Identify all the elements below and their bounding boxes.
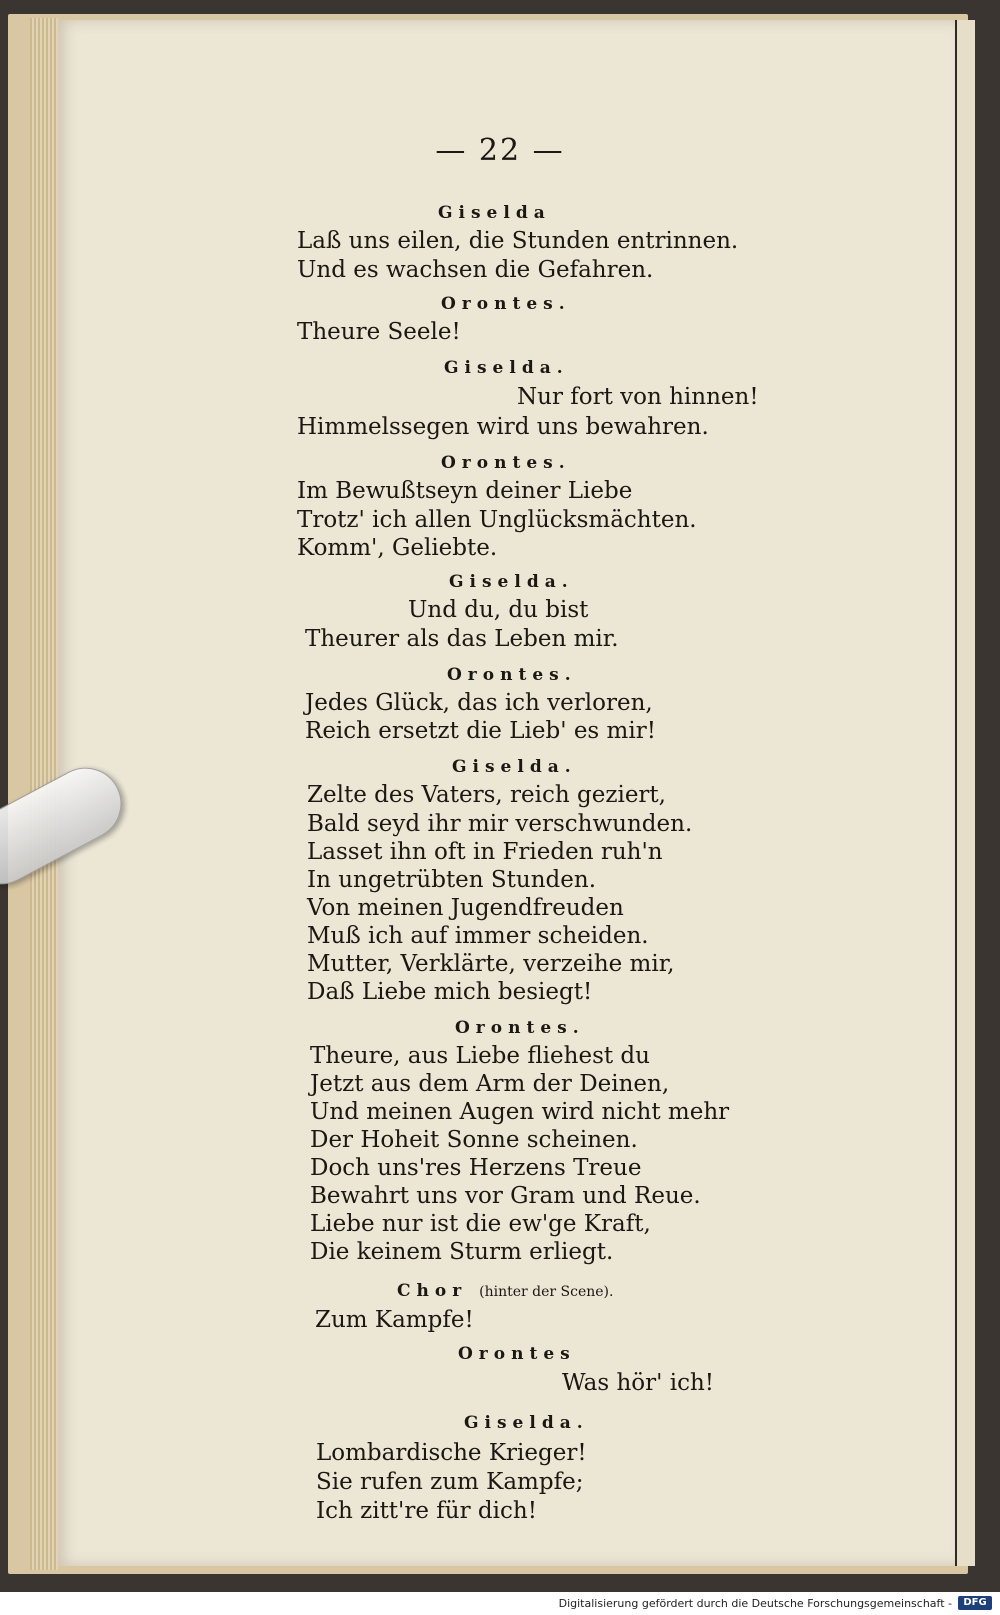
verse-line: Zum Kampfe! — [315, 1307, 474, 1333]
verse-line: Und es wachsen die Gefahren. — [297, 257, 654, 283]
speaker-name: Orontes — [458, 1344, 576, 1364]
stage-direction: (hinter der Scene). — [479, 1284, 614, 1300]
verse-line: Komm', Geliebte. — [297, 535, 498, 561]
funding-notice: Digitalisierung gefördert durch die Deutsche Forschungsgemeinschaft - — [558, 1597, 952, 1610]
verse-line: Reich ersetzt die Lieb' es mir! — [305, 718, 656, 744]
dfg-logo: DFG — [958, 1596, 992, 1610]
verse-line: Was hör' ich! — [562, 1370, 715, 1396]
verse-line: Daß Liebe mich besiegt! — [307, 979, 593, 1005]
speaker-name — [397, 1281, 613, 1301]
verse-line: Theure, aus Liebe fliehest du — [310, 1043, 650, 1069]
verse-line: Und du, du bist — [408, 597, 589, 623]
speaker-name: Orontes. — [455, 1018, 585, 1038]
speaker-name: Orontes. — [441, 294, 571, 314]
speaker-name: Giselda. — [464, 1413, 589, 1433]
verse-line: Lasset ihn oft in Frieden ruh'n — [307, 839, 663, 865]
verse-line: Im Bewußtseyn deiner Liebe — [297, 478, 633, 504]
verse-line: Lombardische Krieger! — [316, 1440, 587, 1466]
verse-line: Mutter, Verklärte, verzeihe mir, — [307, 951, 675, 977]
verse-line: Der Hoheit Sonne scheinen. — [310, 1127, 638, 1153]
verse-line: Muß ich auf immer scheiden. — [307, 923, 649, 949]
speaker-label: Chor — [397, 1281, 468, 1301]
speaker-name: Giselda. — [452, 757, 577, 777]
page-number: — 22 — — [435, 133, 565, 168]
verse-line: Trotz' ich allen Unglücksmächten. — [297, 507, 697, 533]
verse-line: Himmelssegen wird uns bewahren. — [297, 414, 709, 440]
verse-line: In ungetrübten Stunden. — [307, 867, 597, 893]
speaker-name: Orontes. — [441, 453, 571, 473]
verse-line: Bewahrt uns vor Gram und Reue. — [310, 1183, 701, 1209]
speaker-name: Orontes. — [447, 665, 577, 685]
verse-line: Laß uns eilen, die Stunden entrinnen. — [297, 228, 739, 254]
verse-line: Bald seyd ihr mir verschwunden. — [307, 811, 693, 837]
verse-line: Jetzt aus dem Arm der Deinen, — [310, 1071, 670, 1097]
verse-line: Theurer als das Leben mir. — [305, 626, 619, 652]
verse-line: Liebe nur ist die ew'ge Kraft, — [310, 1211, 651, 1237]
speaker-name: Giselda — [438, 203, 551, 223]
verse-line: Nur fort von hinnen! — [517, 384, 759, 410]
verse-line: Doch uns'res Herzens Treue — [310, 1155, 642, 1181]
speaker-name: Giselda. — [449, 572, 574, 592]
verse-line: Zelte des Vaters, reich geziert, — [307, 782, 666, 808]
verse-line: Sie rufen zum Kampfe; — [316, 1469, 584, 1495]
speaker-name: Giselda. — [444, 358, 569, 378]
verse-line: Ich zitt're für dich! — [316, 1498, 537, 1524]
verse-line: Die keinem Sturm erliegt. — [310, 1239, 614, 1265]
verse-line: Jedes Glück, das ich verloren, — [305, 690, 653, 716]
verse-line: Theure Seele! — [297, 319, 461, 345]
verse-line: Und meinen Augen wird nicht mehr — [310, 1099, 730, 1125]
verse-line: Von meinen Jugendfreuden — [307, 895, 624, 921]
